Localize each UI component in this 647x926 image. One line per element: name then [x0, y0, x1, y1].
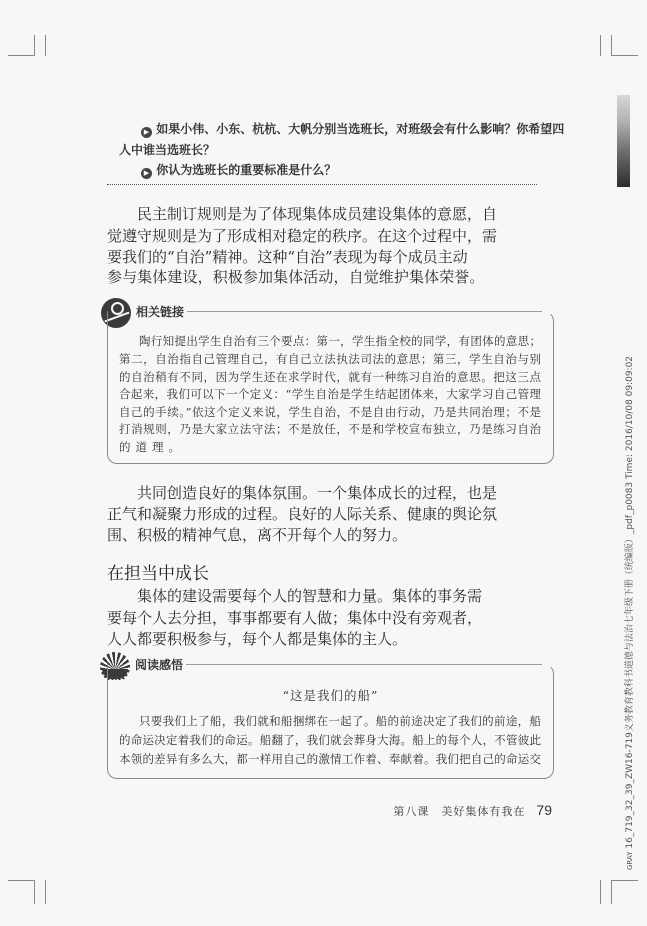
- margin-note-text: 16_719_32_39_ZW16-719义务教育教科书道德与法治七年级下册（统编版）_pdf_p0083 Time: 2016/10/08 09:09:02: [625, 355, 635, 849]
- paragraph-2-line: 共同创造良好的集体氛围。一个集体成长的过程，也是: [137, 484, 498, 502]
- grayscale-bar: [617, 95, 630, 187]
- lesson-title: 第八课 美好集体有我在: [393, 805, 526, 818]
- reading-line: 的命运决定着我们的命运。船翻了，我们就会葬身大海。船上的每个人，不管彼此: [119, 733, 541, 747]
- page-number: 79: [536, 802, 552, 818]
- crop-mark-bottom-right: [611, 880, 612, 904]
- paragraph-1-line: 参与集体建设，积极参加集体活动，自觉维护集体荣誉。: [107, 268, 485, 286]
- bullet-arrow-icon: ▶: [141, 127, 152, 138]
- question-1-line-2: 人中谁当选班长？: [119, 143, 216, 157]
- margin-gray-label: GRAY: [626, 851, 634, 870]
- paragraph-3-line: 要每个人去分担，事事都要有人做；集体中没有旁观者，: [107, 609, 483, 627]
- question-1-line-1: 如果小伟、小东、杭杭、大帆分别当选班长，对班级会有什么影响？你希望四: [156, 122, 565, 136]
- related-link-line: 第二，自治指自己管理自己，有自己立法执法司法的意思；第三，学生自治与别: [119, 352, 541, 366]
- related-link-line: 的自治稍有不同，因为学生还在求学时代，就有一种练习自治的意思。把这三点: [119, 370, 541, 384]
- related-link-line: 合起来，我们可以下一个定义：“学生自治是学生结起团体来，大家学习自己管理: [119, 387, 541, 401]
- margin-note: [622, 356, 635, 870]
- paragraph-1-line: 觉遵守规则是为了形成相对稳定的秩序。在这个过程中，需: [107, 227, 498, 245]
- question-2: ▶ 你认为选班长的重要标准是什么？: [141, 161, 336, 179]
- reading-title: “这是我们的船”: [282, 688, 379, 703]
- crop-mark-top-left: [34, 35, 35, 56]
- crop-mark-top-right: [611, 35, 612, 56]
- reading-line: 只要我们上了船，我们就和船捆绑在一起了。船的前途决定了我们的前途，船: [139, 714, 541, 728]
- crop-mark-top-right: [600, 35, 601, 56]
- crop-mark-top-left: [8, 55, 34, 56]
- paragraph-2-line: 围、积极的精神气息，离不开每个人的努力。: [107, 526, 408, 544]
- dotted-divider: [107, 184, 537, 185]
- paragraph-3-line: 人人都要积极参与，每个人都是集体的主人。: [107, 630, 408, 648]
- crop-mark-bottom-right: [612, 880, 638, 881]
- related-link-line: 的道理。: [119, 440, 185, 454]
- paragraph-1-line: 民主制订规则是为了体现集体成员建设集体的意愿，自: [137, 205, 498, 223]
- page-footer: [393, 800, 552, 819]
- paragraph-2-line: 正气和凝聚力形成的过程。良好的人际关系、健康的舆论氛: [107, 505, 498, 523]
- crop-mark-top-left: [45, 35, 46, 56]
- related-link-line: 打消规则，乃是大家立法守法；不是放任，不是和学校宣布独立，乃是练习自治: [119, 422, 541, 436]
- bullet-arrow-icon: ▶: [141, 168, 152, 179]
- crop-mark-bottom-left: [45, 880, 46, 904]
- question-1: [141, 120, 564, 138]
- crop-mark-bottom-left: [8, 880, 34, 881]
- reading-line: 本领的差异有多么大，都一样用自己的激情工作着、奉献着。我们把自己的命运交: [119, 752, 541, 766]
- crop-mark-bottom-right: [600, 880, 601, 904]
- related-link-line: 自己的手续。”依这个定义来说，学生自治，不是自由行动，乃是共同治理；不是: [119, 405, 541, 419]
- reading-header: 阅读感悟: [135, 658, 184, 672]
- paragraph-1-line: 要我们的“自治”精神。这种“自治”表现为每个成员主动: [107, 248, 468, 266]
- section-heading: 在担当中成长: [107, 564, 209, 584]
- paragraph-3-line: 集体的建设需要每个人的智慧和力量。集体的事务需: [137, 587, 483, 605]
- related-link-header: 相关链接: [136, 305, 185, 319]
- crop-mark-bottom-left: [34, 880, 35, 904]
- crop-mark-top-right: [612, 55, 638, 56]
- related-link-line: 陶行知提出学生自治有三个要点：第一，学生指全校的同学，有团体的意思；: [139, 334, 541, 348]
